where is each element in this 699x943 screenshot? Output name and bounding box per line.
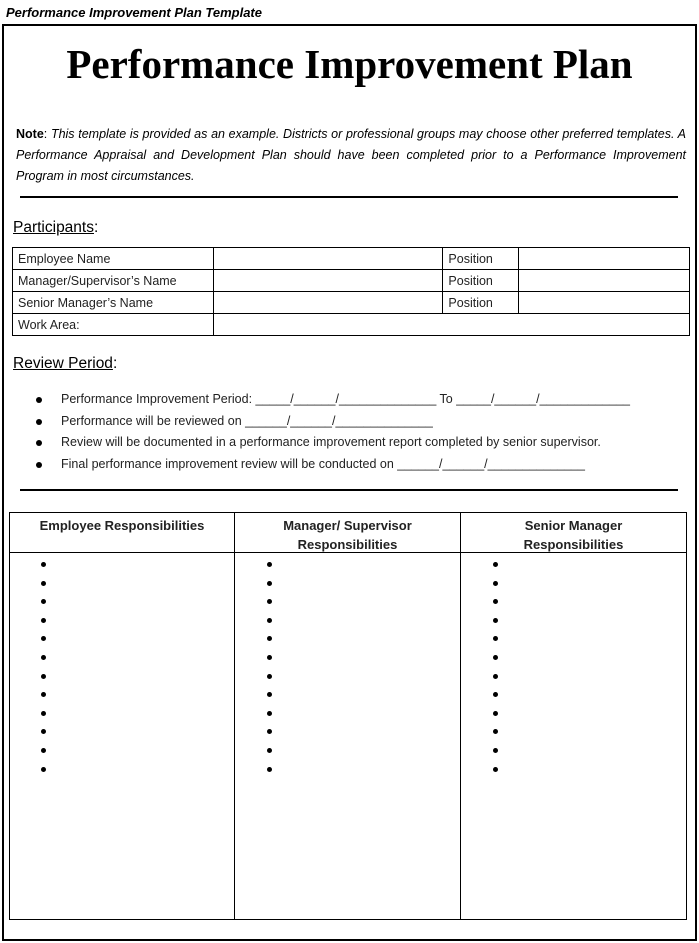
employee-responsibilities-column bbox=[10, 513, 234, 919]
position-label: Position bbox=[443, 248, 519, 270]
review-period-item-text: Final performance improvement review will be conducted on ______/______/______________ bbox=[61, 456, 585, 471]
bullet-icon bbox=[493, 748, 498, 753]
column-header bbox=[461, 513, 686, 553]
bullet-icon bbox=[493, 562, 498, 567]
work-area-label: Work Area: bbox=[13, 314, 214, 336]
bullet-icon bbox=[41, 729, 46, 734]
header-caption: Performance Improvement Plan Template bbox=[6, 5, 262, 20]
bullet-icon bbox=[267, 581, 272, 586]
participant-value-field[interactable] bbox=[213, 248, 442, 270]
bullet-icon bbox=[41, 562, 46, 567]
bullet-icon bbox=[41, 767, 46, 772]
note-text: This template is provided as an example. Districts or professional groups may choose other preferred templates. A Performance Appraisal and Development Plan should have been completed prior to a Performance Improvement Program in most circumstances. bbox=[16, 127, 686, 183]
review-period-item bbox=[36, 432, 630, 454]
divider-bottom bbox=[20, 489, 678, 491]
bullet-icon bbox=[493, 729, 498, 734]
bullet-icon bbox=[267, 748, 272, 753]
bullet-icon bbox=[41, 692, 46, 697]
position-label: Position bbox=[443, 292, 519, 314]
column-header bbox=[235, 513, 460, 553]
bullet-icon bbox=[493, 655, 498, 660]
bullet-icon bbox=[267, 655, 272, 660]
review-period-item-text: Review will be documented in a performance improvement report completed by senior supervisor. bbox=[61, 435, 601, 449]
column-header-line: Senior Manager bbox=[524, 518, 623, 533]
bullet-icon bbox=[267, 767, 272, 772]
note-label: Note bbox=[16, 127, 44, 141]
review-period-item bbox=[36, 454, 630, 476]
participants-row bbox=[13, 270, 690, 292]
review-period-list bbox=[36, 389, 630, 475]
position-value-field[interactable] bbox=[519, 292, 690, 314]
participant-value-field[interactable] bbox=[213, 270, 442, 292]
bullet-icon bbox=[41, 636, 46, 641]
responsibilities-table bbox=[9, 512, 687, 920]
work-area-row bbox=[13, 314, 690, 336]
bullet-icon bbox=[36, 419, 42, 425]
column-header-line: Responsibilities bbox=[523, 537, 624, 552]
bullet-icon bbox=[267, 636, 272, 641]
participant-label: Manager/Supervisor’s Name bbox=[13, 270, 214, 292]
bullet-icon bbox=[267, 599, 272, 604]
review-period-heading-colon: : bbox=[112, 355, 118, 372]
participants-table bbox=[12, 247, 690, 336]
position-label: Position bbox=[443, 270, 519, 292]
bullet-icon bbox=[41, 599, 46, 604]
column-header-line: Responsibilities bbox=[297, 537, 398, 552]
bullet-icon bbox=[493, 692, 498, 697]
participant-label: Senior Manager’s Name bbox=[13, 292, 214, 314]
participants-heading bbox=[13, 219, 98, 237]
review-period-item bbox=[36, 411, 630, 433]
bullet-icon bbox=[41, 618, 46, 623]
position-value-field[interactable] bbox=[519, 248, 690, 270]
note-separator: : bbox=[43, 127, 51, 141]
participant-label: Employee Name bbox=[13, 248, 214, 270]
participant-value-field[interactable] bbox=[213, 292, 442, 314]
note-paragraph bbox=[16, 124, 686, 187]
bullet-icon bbox=[36, 440, 42, 446]
bullet-icon bbox=[41, 711, 46, 716]
bullet-icon bbox=[493, 636, 498, 641]
column-header bbox=[10, 513, 234, 553]
bullet-icon bbox=[267, 674, 272, 679]
bullet-icon bbox=[36, 397, 42, 403]
bullet-icon bbox=[493, 767, 498, 772]
bullet-icon bbox=[493, 674, 498, 679]
participants-row bbox=[13, 292, 690, 314]
page-title: Performance Improvement Plan bbox=[66, 41, 633, 87]
bullet-icon bbox=[267, 711, 272, 716]
position-value-field[interactable] bbox=[519, 270, 690, 292]
bullet-icon bbox=[36, 462, 42, 468]
column-header-line: Employee Responsibilities bbox=[39, 518, 205, 533]
column-header-line: Manager/ Supervisor bbox=[283, 518, 412, 533]
manager-supervisor-responsibilities-column bbox=[234, 513, 460, 919]
bullet-icon bbox=[41, 748, 46, 753]
bullet-icon bbox=[41, 655, 46, 660]
review-period-item-text: Performance will be reviewed on ______/______/______________ bbox=[61, 413, 433, 428]
bullet-icon bbox=[493, 618, 498, 623]
review-period-item bbox=[36, 389, 630, 411]
bullet-icon bbox=[267, 618, 272, 623]
work-area-field[interactable] bbox=[213, 314, 689, 336]
bullet-icon bbox=[493, 711, 498, 716]
bullet-icon bbox=[493, 581, 498, 586]
bullet-icon bbox=[41, 674, 46, 679]
review-period-item-text: Performance Improvement Period: _____/______/______________ To _____/______/_____________ bbox=[61, 392, 630, 406]
senior-manager-responsibilities-column bbox=[460, 513, 686, 919]
bullet-icon bbox=[493, 599, 498, 604]
participants-heading-text: Participants bbox=[13, 219, 94, 236]
participants-row bbox=[13, 248, 690, 270]
divider-top bbox=[20, 196, 678, 198]
bullet-icon bbox=[267, 562, 272, 567]
review-period-heading bbox=[13, 355, 117, 373]
bullet-icon bbox=[267, 729, 272, 734]
review-period-heading-text: Review Period bbox=[13, 355, 113, 372]
bullet-icon bbox=[41, 581, 46, 586]
bullet-icon bbox=[267, 692, 272, 697]
participants-heading-colon: : bbox=[93, 219, 99, 236]
